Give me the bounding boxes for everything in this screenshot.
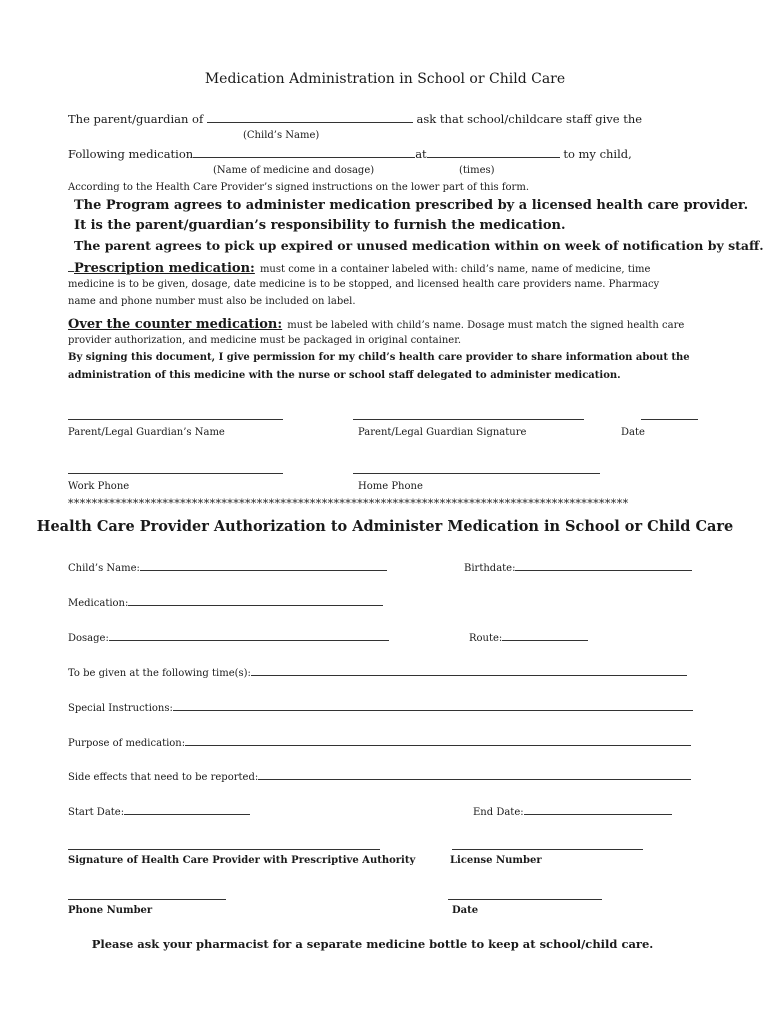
guardian-date-line[interactable] — [641, 419, 698, 420]
work-phone-line[interactable] — [68, 473, 283, 474]
provider-date-line[interactable] — [448, 899, 602, 900]
prescription-text-1: must come in a container labeled with: child’s name, name of medicine, time — [259, 264, 651, 275]
guardian-name-line[interactable] — [68, 419, 283, 420]
end-date-field[interactable] — [524, 804, 672, 815]
form-title: Medication Administration in School or Child Care — [204, 71, 566, 87]
end-date-row — [473, 804, 672, 818]
birthdate-label: Birthdate: — [464, 563, 516, 574]
purpose-row — [68, 735, 691, 749]
side-effects-label: Side effects that need to be reported: — [68, 772, 259, 783]
provider-phone-line[interactable] — [68, 899, 226, 900]
child-name-caption: (Child’s Name) — [243, 130, 320, 141]
prescription-text-3: name and phone number must also be included on label. — [68, 296, 356, 307]
start-date-label: Start Date: — [68, 807, 125, 818]
otc-heading: Over the counter medication: — [68, 317, 283, 332]
guardian-signature-line[interactable] — [353, 419, 584, 420]
medicine-dosage-field[interactable] — [193, 147, 415, 158]
footer-note: Please ask your pharmacist for a separate medicine bottle to keep at school/child care. — [91, 937, 654, 951]
provider-date-label: Date — [452, 905, 479, 916]
according-text: According to the Health Care Provider’s signed instructions on the lower part of this form. — [68, 182, 530, 193]
special-label: Special Instructions: — [68, 703, 173, 714]
start-date-field[interactable] — [124, 804, 250, 815]
start-date-row — [68, 804, 250, 818]
medicine-caption: (Name of medicine and dosage) — [213, 165, 375, 176]
work-phone-label: Work Phone — [68, 481, 130, 492]
provider-signature-label: Signature of Health Care Provider with Prescriptive Authority — [68, 855, 416, 866]
prescription-text-2: medicine is to be given, dosage, date medicine is to be stopped, and licensed health care providers name. Pharmacy — [68, 279, 660, 290]
dosage-label: Dosage: — [68, 633, 109, 644]
home-phone-label: Home Phone — [358, 481, 423, 492]
section-separator: *********************************************************************************************** — [68, 497, 629, 510]
parent-line2-prefix: Following medication — [68, 147, 194, 161]
parent-line2-mid: at — [415, 147, 427, 161]
home-phone-line[interactable] — [353, 473, 600, 474]
end-date-label: End Date: — [473, 807, 524, 818]
childs-name-label: Child’s Name: — [68, 563, 140, 574]
otc-text-1: must be labeled with child’s name. Dosage must match the signed health care — [287, 320, 685, 331]
special-instructions-field[interactable] — [173, 700, 693, 711]
times-caption: (times) — [459, 165, 495, 176]
provider-phone-label: Phone Number — [68, 905, 153, 916]
license-number-label: License Number — [450, 855, 542, 866]
parent-line1-prefix: The parent/guardian of — [68, 112, 204, 126]
provider-signature-line[interactable] — [68, 849, 380, 850]
purpose-field[interactable] — [185, 735, 691, 746]
child-name-field[interactable] — [207, 112, 413, 123]
parent-responsibility-text: It is the parent/guardian’s responsibility to furnish the medication. — [74, 218, 566, 233]
guardian-name-label: Parent/Legal Guardian’s Name — [68, 427, 225, 438]
route-label: Route: — [469, 633, 503, 644]
guardian-date-label: Date — [621, 427, 645, 438]
times-given-field[interactable] — [251, 665, 687, 676]
parent-agrees-text: The parent agrees to pick up expired or unused medication within on week of notification by staff. — [74, 238, 764, 253]
program-agrees-text: The Program agrees to administer medication prescribed by a licensed health care provider. — [74, 198, 749, 213]
license-number-line[interactable] — [452, 849, 643, 850]
purpose-label: Purpose of medication: — [68, 738, 186, 749]
provider-section-title: Health Care Provider Authorization to Administer Medication in School or Child Care — [36, 518, 734, 535]
parent-line2-suffix: to my child, — [563, 147, 632, 161]
childs-name-row — [68, 560, 387, 574]
times-row — [68, 665, 687, 679]
prescription-line-1 — [68, 257, 650, 276]
otc-text-2: provider authorization, and medicine must be packaged in original container. — [68, 335, 462, 346]
times-label: To be given at the following time(s): — [68, 668, 251, 679]
route-field[interactable] — [502, 630, 588, 641]
otc-line-1 — [68, 313, 684, 332]
consent-text-1: By signing this document, I give permission for my child’s health care provider to share information about the — [68, 352, 690, 363]
guardian-signature-label: Parent/Legal Guardian Signature — [358, 427, 527, 438]
side-effects-field[interactable] — [258, 769, 691, 780]
birthdate-field[interactable] — [515, 560, 692, 571]
special-row — [68, 700, 693, 714]
medication-label: Medication: — [68, 598, 129, 609]
parent-line-1 — [68, 112, 642, 126]
parent-line1-suffix: ask that school/childcare staff give the — [416, 112, 643, 126]
childs-name-field[interactable] — [140, 560, 387, 571]
medication-row — [68, 595, 383, 609]
times-field[interactable] — [427, 147, 560, 158]
birthdate-row — [464, 560, 692, 574]
medication-field[interactable] — [128, 595, 383, 606]
parent-line-2 — [68, 147, 632, 161]
dosage-row — [68, 630, 389, 644]
route-row — [469, 630, 588, 644]
side-effects-row — [68, 769, 691, 783]
consent-text-2: administration of this medicine with the nurse or school staff delegated to administer medication. — [68, 370, 621, 381]
prescription-heading: Prescription medication: — [74, 261, 255, 276]
dosage-field[interactable] — [109, 630, 389, 641]
